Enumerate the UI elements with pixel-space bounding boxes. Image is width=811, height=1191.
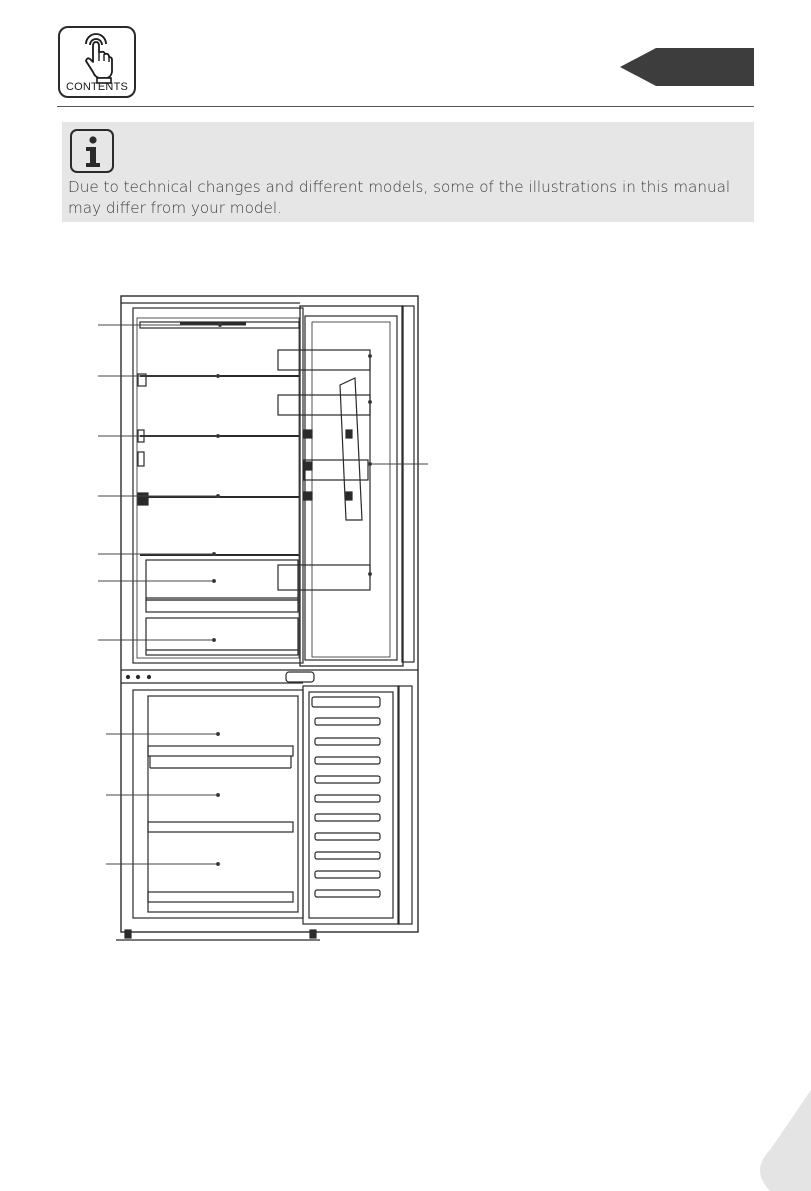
freezer-compartment <box>133 690 303 918</box>
fridge-door <box>300 306 403 666</box>
freezer-door <box>303 686 399 924</box>
page-corner-tab[interactable] <box>730 1090 811 1191</box>
notice-text: Due to technical changes and different models, some of the illustrations in this manual may differ from your model. <box>68 178 731 217</box>
contents-label: CONTENTS <box>65 81 129 93</box>
cabinet-outline <box>121 296 418 932</box>
